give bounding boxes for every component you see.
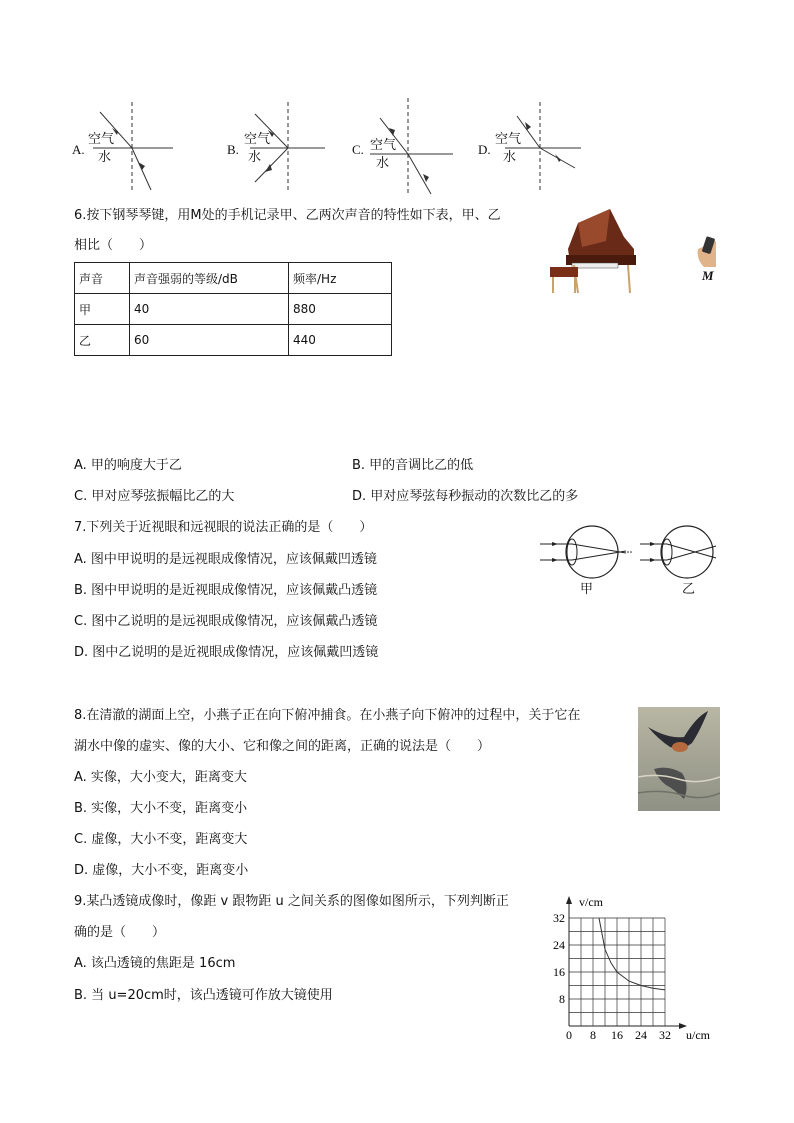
q5-option-a-water: 水: [98, 150, 112, 165]
series-line: [599, 918, 665, 990]
y-tick-label: 8: [559, 992, 565, 1006]
table-header-row: [75, 263, 392, 294]
q8-option-a[interactable]: A. 实像，大小变大，距离变大: [74, 770, 247, 785]
q8-stem-line2: 湖水中像的虚实、像的大小、它和像之间的距离，正确的说法是（ ）: [74, 739, 491, 754]
q9-option-a[interactable]: A. 该凸透镜的焦距是 16cm: [74, 956, 236, 971]
x-tick-label: 16: [611, 1028, 623, 1042]
q6-stem-line1: 6.按下钢琴琴键，用M处的手机记录甲、乙两次声音的特性如下表，甲、乙: [74, 208, 501, 223]
y-tick-label: 24: [553, 938, 565, 952]
v-u-chart: [540, 892, 722, 1044]
q6-sound-table: [74, 262, 392, 356]
q7-option-c[interactable]: C. 图中乙说明的是远视眼成像情况，应该佩戴凸透镜: [74, 614, 378, 629]
eye-yi-diagram: [640, 526, 716, 578]
q5-option-d-label: D.: [478, 142, 491, 157]
q8-stem-line1: 8.在清澈的湖面上空，小燕子正在向下俯冲捕食。在小燕子向下俯冲的过程中，关于它在: [74, 708, 581, 723]
y-axis-label: v/cm: [579, 895, 603, 909]
table-header-cell: 声音强弱的等级/dB: [130, 263, 289, 294]
table-header-cell: 声音: [75, 263, 130, 294]
table-cell: 880: [289, 294, 392, 325]
eye-yi-label: 乙: [682, 582, 696, 597]
y-axis-arrow: [566, 896, 572, 904]
q5-option-a-label: A.: [72, 142, 85, 157]
x-axis-label: u/cm: [686, 1028, 710, 1042]
piano-image: [548, 205, 643, 297]
y-tick-label: 16: [553, 965, 565, 979]
q9-stem-line2: 确的是（ ）: [74, 925, 166, 940]
eye-jia-label: 甲: [580, 582, 594, 597]
table-cell: 40: [130, 294, 289, 325]
table-cell: 甲: [75, 294, 130, 325]
q8-option-b[interactable]: B. 实像，大小不变，距离变小: [74, 801, 248, 816]
q7-option-b[interactable]: B. 图中甲说明的是近视眼成像情况，应该佩戴凸透镜: [74, 583, 378, 598]
eye-jia-diagram: [540, 526, 632, 578]
q7-option-d[interactable]: D. 图中乙说明的是近视眼成像情况，应该佩戴凹透镜: [74, 645, 379, 660]
q5-option-b-water: 水: [248, 150, 262, 165]
table-row: [75, 325, 392, 356]
x-tick-label: 24: [635, 1028, 647, 1042]
y-tick-label: 32: [553, 911, 565, 925]
x-tick-label: 0: [566, 1028, 572, 1042]
table-cell: 440: [289, 325, 392, 356]
q5-option-b-diagram: [240, 102, 335, 197]
q6-stem-line2: 相比（ ）: [74, 238, 153, 253]
q5-option-c-water: 水: [376, 156, 390, 171]
q5-option-c-label: C.: [352, 142, 364, 157]
q5-option-b-label: B.: [227, 142, 239, 157]
q5-option-c-diagram: [365, 98, 460, 198]
x-tick-label: 8: [590, 1028, 596, 1042]
table-row: [75, 294, 392, 325]
q6-option-d[interactable]: D. 甲对应琴弦每秒振动的次数比乙的多: [352, 489, 579, 504]
x-tick-label: 32: [659, 1028, 671, 1042]
q5-option-d-air: 空气: [495, 132, 522, 147]
q5-option-a-air: 空气: [88, 132, 115, 147]
q5-option-d-diagram: [495, 102, 590, 197]
q5-option-c-air: 空气: [370, 138, 397, 153]
q6-option-b[interactable]: B. 甲的音调比乙的低: [352, 458, 474, 473]
table-cell: 60: [130, 325, 289, 356]
q7-stem: 7.下列关于近视眼和远视眼的说法正确的是（ ）: [74, 520, 373, 535]
q7-option-a[interactable]: A. 图中甲说明的是远视眼成像情况，应该佩戴凹透镜: [74, 552, 377, 567]
phone-image: [694, 235, 722, 269]
q5-option-a-diagram: [85, 102, 185, 197]
q5-option-b-air: 空气: [244, 132, 271, 147]
q8-option-c[interactable]: C. 虚像，大小不变，距离变大: [74, 832, 248, 847]
table-header-cell: 频率/Hz: [289, 263, 392, 294]
phone-label: M: [702, 268, 714, 283]
q8-option-d[interactable]: D. 虚像，大小不变，距离变小: [74, 863, 249, 878]
q9-option-b[interactable]: B. 当 u=20cm时，该凸透镜可作放大镜使用: [74, 988, 333, 1003]
q9-stem-line1: 9.某凸透镜成像时，像距 v 跟物距 u 之间关系的图像如图所示，下列判断正: [74, 894, 509, 909]
table-cell: 乙: [75, 325, 130, 356]
q6-option-a[interactable]: A. 甲的响度大于乙: [74, 458, 182, 473]
q5-option-d-water: 水: [503, 150, 517, 165]
swallow-photo: [638, 707, 720, 811]
q6-option-c[interactable]: C. 甲对应琴弦振幅比乙的大: [74, 489, 235, 504]
